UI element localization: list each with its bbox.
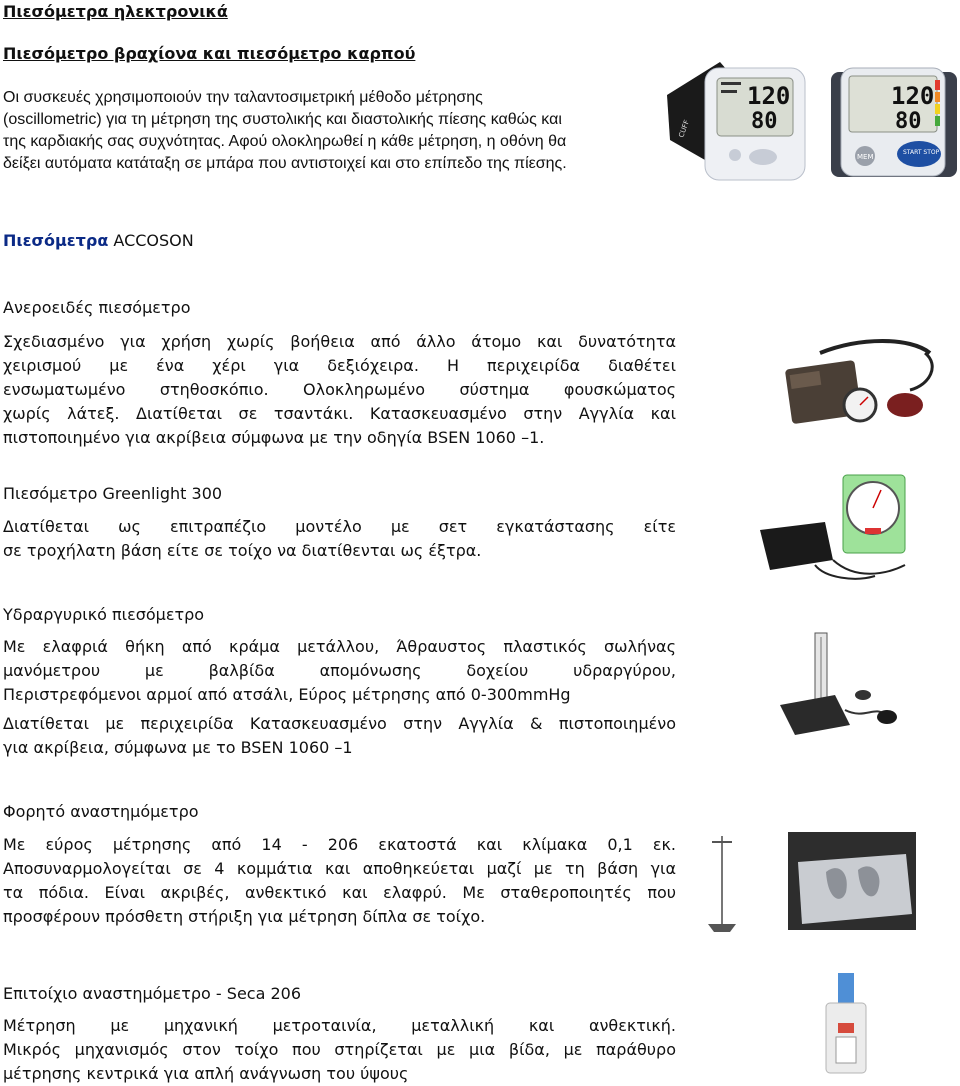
intro-line-3: της καρδιακής σας συχνότητας. Αφού ολοκληρωθεί η κάθε μέτρηση, η οθόνη θα xyxy=(3,133,567,150)
aneroid-title: Ανεροειδές πιεσόμετρο xyxy=(3,298,191,317)
mercury-description-2 xyxy=(3,712,676,760)
greenlight-line-2: σε τροχήλατη βάση είτε σε τοίχο να διατίθενται ως έξτρα. xyxy=(3,541,482,560)
aneroid-line-2: χειρισμού με ένα χέρι για δεξιόχειρα. Η περιχειρίδα διαθέτει xyxy=(3,356,676,375)
greenlight-title: Πιεσόμετρο Greenlight 300 xyxy=(3,484,223,503)
greenlight-line-1: Διατίθεται ως επιτραπέζιο μοντέλο με σετ εγκατάστασης είτε xyxy=(3,517,676,536)
accoson-heading xyxy=(3,229,194,253)
arm-monitor-image xyxy=(665,60,810,185)
seca-line-2: Μικρός μηχανισμός στον τοίχο που στηρίζεται με μια βίδα, με παράθυρο xyxy=(3,1040,676,1059)
intro-line-1: Οι συσκευές χρησιμοποιούν την ταλαντοσιμετρική μέθοδο μέτρησης xyxy=(3,89,483,106)
arm-dia-readout: 80 xyxy=(751,109,778,134)
stadiometer-title: Φορητό αναστημόμετρο xyxy=(3,802,199,821)
page-title: Πιεσόμετρα ηλεκτρονικά xyxy=(3,2,228,21)
mercury-line-2: μανόμετρου με βαλβίδα απομόνωσης δοχείου υδραργύρου, xyxy=(3,661,676,680)
accoson-heading-bold: Πιεσόμετρα xyxy=(3,231,109,250)
stadiometer-line-4: προσφέρουν πρόσθετη στήριξη για μέτρηση δίπλα σε τοίχο. xyxy=(3,907,486,926)
mercury-line-5: για ακρίβεια, σύμφωνα με το BSEN 1060 –1 xyxy=(3,738,353,757)
wrist-mem-button: MEM xyxy=(857,153,874,161)
aneroid-line-5: πιστοποιημένο για ακρίβεια σύμφωνα με την οδηγία BSEN 1060 –1. xyxy=(3,428,545,447)
seca-line-3: μέτρησης κεντρικά για απλή ανάγνωση του ύψους xyxy=(3,1064,409,1083)
mercury-line-4: Διατίθεται με περιχειρίδα Κατασκευασμένο στην Αγγλία & πιστοποιημένο xyxy=(3,714,676,733)
arm-sys-readout: 120 xyxy=(747,82,791,110)
aneroid-line-1: Σχεδιασμένο για χρήση χωρίς βοήθεια από άλλο άτομο και δυνατότητα xyxy=(3,332,676,351)
greenlight-image xyxy=(755,470,915,585)
stadiometer-base-image xyxy=(788,832,916,930)
accoson-heading-brand: ACCOSON xyxy=(108,231,194,250)
intro-line-2: (oscillometric) για τη μέτρηση της συστολικής και διαστολικής πίεσης καθώς και xyxy=(3,111,562,128)
mercury-image xyxy=(775,625,905,740)
seca-title: Επιτοίχιο αναστημόμετρο - Seca 206 xyxy=(3,984,302,1003)
stadiometer-description xyxy=(3,833,676,929)
section-title-electronic: Πιεσόμετρο βραχίονα και πιεσόμετρο καρπού xyxy=(3,44,416,63)
svg-text:CUFF: CUFF xyxy=(677,118,692,139)
aneroid-image xyxy=(780,335,940,435)
seca-description xyxy=(3,1014,676,1086)
mercury-title: Υδραργυρικό πιεσόμετρο xyxy=(3,605,205,624)
mercury-description xyxy=(3,635,676,707)
aneroid-line-4: χωρίς λάτεξ. Διατίθεται σε τσαντάκι. Κατασκευασμένο στην Αγγλία και xyxy=(3,404,676,423)
aneroid-line-3: ενσωματωμένο στηθοσκόπιο. Ολοκληρωμένο σύστημα φουσκώματος xyxy=(3,380,676,399)
stadiometer-line-3: τα πόδια. Είναι ακριβές, ανθεκτικό και ελαφρύ. Με σταθεροποιητές που xyxy=(3,883,676,902)
mercury-line-3: Περιστρεφόμενοι αρμοί από ατσάλι, Εύρος μέτρησης από 0-300mmHg xyxy=(3,685,571,704)
wrist-monitor-image xyxy=(829,66,959,181)
intro-line-4: δείξει αυτόματα κατάταξη σε μπάρα που αντιστοιχεί και στο επίπεδο της πίεσης. xyxy=(3,155,567,172)
seca-image xyxy=(818,973,874,1078)
wrist-start-button: START STOP xyxy=(903,149,940,156)
stadiometer-pole-image xyxy=(700,832,745,937)
wrist-dia-readout: 80 xyxy=(895,109,922,134)
seca-line-1: Μέτρηση με μηχανική μετροταινία, μεταλλική και ανθεκτική. xyxy=(3,1016,676,1035)
aneroid-description xyxy=(3,330,676,450)
stadiometer-line-1: Με εύρος μέτρησης από 14 - 206 εκατοστά και κλίμακα 0,1 εκ. xyxy=(3,835,676,854)
greenlight-description xyxy=(3,515,676,563)
mercury-line-1: Με ελαφριά θήκη από κράμα μετάλλου, Άθραυστος πλαστικός σωλήνας xyxy=(3,637,676,656)
wrist-sys-readout: 120 xyxy=(891,82,935,110)
stadiometer-line-2: Αποσυναρμολογείται σε 4 κομμάτια και αποθηκεύεται μαζί με τη βάση για xyxy=(3,859,676,878)
